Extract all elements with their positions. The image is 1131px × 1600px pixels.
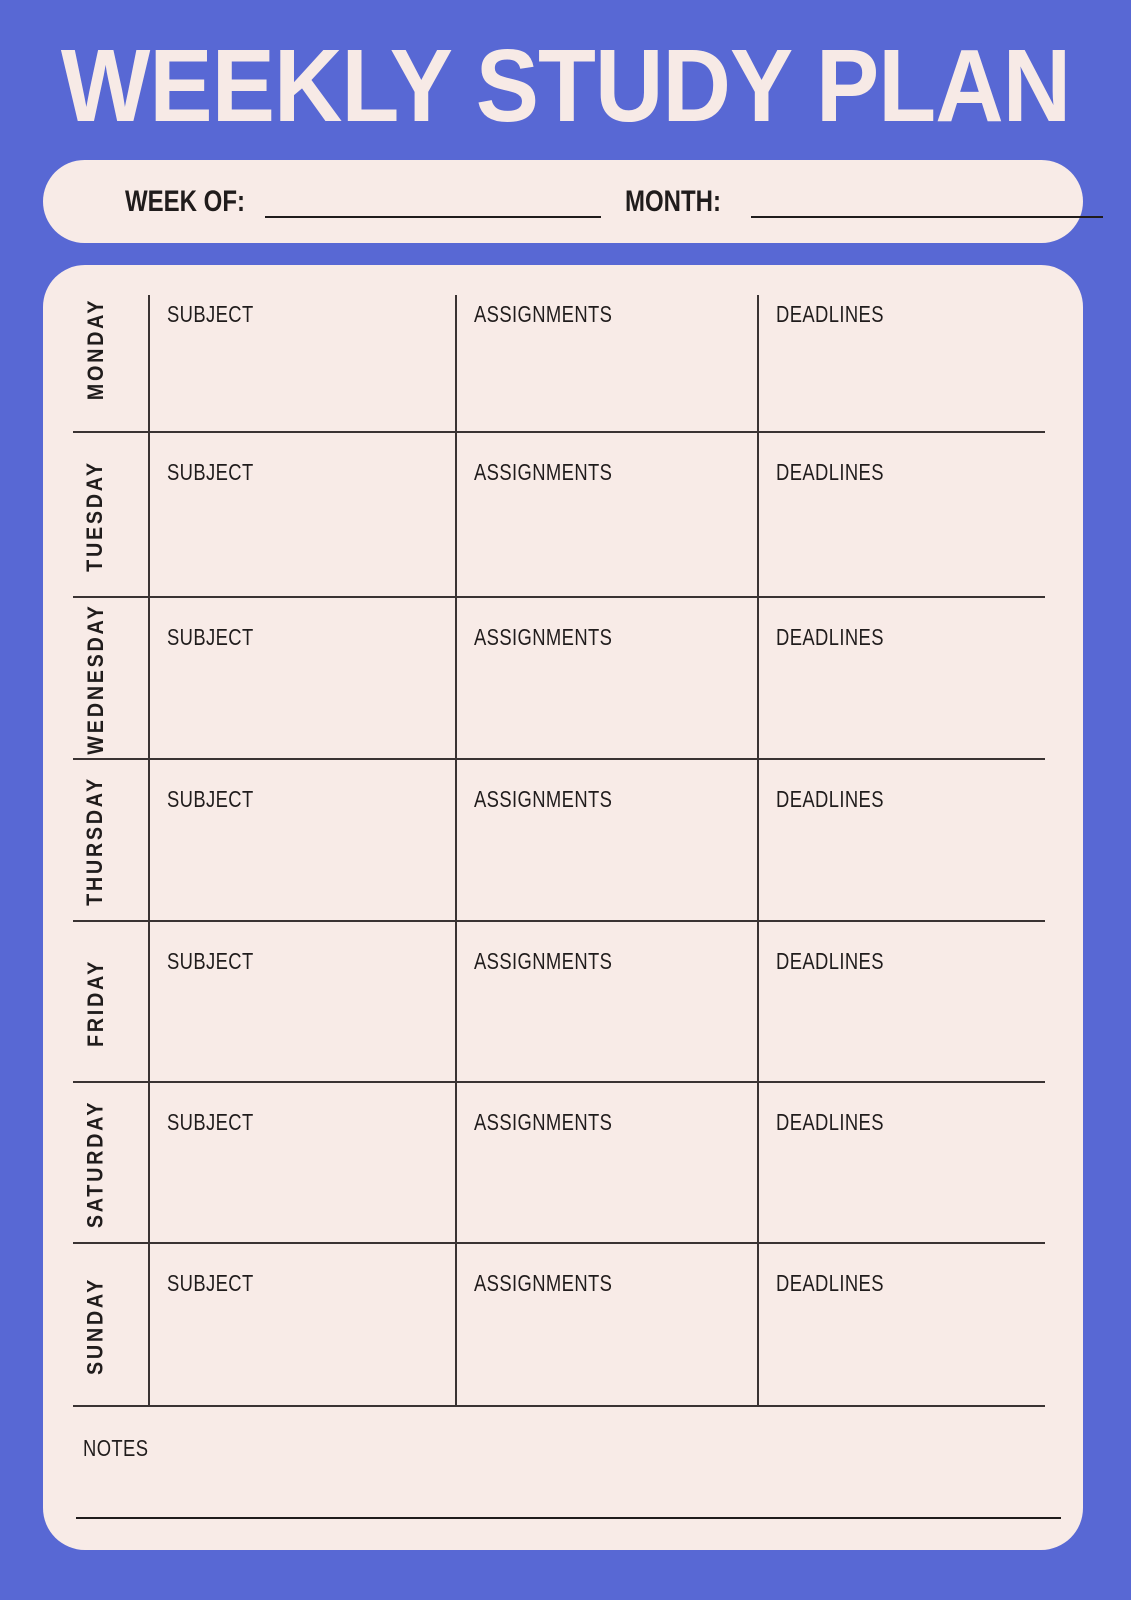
assignments-cell[interactable] <box>457 265 755 431</box>
notes-label: NOTES <box>83 1435 149 1461</box>
row-tuesday <box>43 433 1083 598</box>
day-label-sunday: SUNDAY <box>82 1276 108 1375</box>
page-title: WEEKLY STUDY PLAN <box>60 28 1071 143</box>
assignments-cell[interactable] <box>457 760 755 920</box>
day-label-friday: FRIDAY <box>82 958 108 1047</box>
row-monday <box>43 265 1083 433</box>
deadlines-header: DEADLINES <box>776 459 884 485</box>
subject-cell[interactable] <box>150 265 453 431</box>
deadlines-header: DEADLINES <box>776 1109 884 1135</box>
deadlines-header: DEADLINES <box>776 1270 884 1296</box>
assignments-cell[interactable] <box>457 1083 755 1242</box>
deadlines-cell[interactable] <box>759 760 1081 920</box>
assignments-header: ASSIGNMENTS <box>474 948 613 974</box>
study-plan-table <box>43 265 1083 1550</box>
subject-cell[interactable] <box>150 1083 453 1242</box>
assignments-header: ASSIGNMENTS <box>474 786 613 812</box>
subject-header: SUBJECT <box>167 459 254 485</box>
row-wednesday <box>43 598 1083 760</box>
row-sunday <box>43 1244 1083 1407</box>
deadlines-header: DEADLINES <box>776 786 884 812</box>
subject-header: SUBJECT <box>167 301 254 327</box>
month-field[interactable] <box>751 216 1103 218</box>
day-label-wednesday: WEDNESDAY <box>82 603 108 755</box>
assignments-header: ASSIGNMENTS <box>474 459 613 485</box>
subject-cell[interactable] <box>150 760 453 920</box>
assignments-cell[interactable] <box>457 922 755 1081</box>
deadlines-cell[interactable] <box>759 1083 1081 1242</box>
subject-header: SUBJECT <box>167 1270 254 1296</box>
row-friday <box>43 922 1083 1083</box>
deadlines-cell[interactable] <box>759 922 1081 1081</box>
subject-cell[interactable] <box>150 598 453 758</box>
day-label-tuesday: TUESDAY <box>82 459 108 572</box>
deadlines-header: DEADLINES <box>776 624 884 650</box>
subject-header: SUBJECT <box>167 1109 254 1135</box>
deadlines-cell[interactable] <box>759 598 1081 758</box>
week-month-box <box>43 160 1083 243</box>
assignments-cell[interactable] <box>457 433 755 596</box>
deadlines-cell[interactable] <box>759 265 1081 431</box>
subject-header: SUBJECT <box>167 624 254 650</box>
row-thursday <box>43 760 1083 922</box>
assignments-header: ASSIGNMENTS <box>474 1109 613 1135</box>
subject-cell[interactable] <box>150 922 453 1081</box>
subject-cell[interactable] <box>150 1244 453 1405</box>
assignments-cell[interactable] <box>457 598 755 758</box>
notes-field[interactable] <box>76 1517 1061 1519</box>
deadlines-cell[interactable] <box>759 1244 1081 1405</box>
assignments-cell[interactable] <box>457 1244 755 1405</box>
day-label-saturday: SATURDAY <box>82 1099 108 1228</box>
subject-cell[interactable] <box>150 433 453 596</box>
row-saturday <box>43 1083 1083 1244</box>
deadlines-header: DEADLINES <box>776 301 884 327</box>
assignments-header: ASSIGNMENTS <box>474 301 613 327</box>
assignments-header: ASSIGNMENTS <box>474 624 613 650</box>
day-label-thursday: THURSDAY <box>82 776 108 906</box>
assignments-header: ASSIGNMENTS <box>474 1270 613 1296</box>
deadlines-cell[interactable] <box>759 433 1081 596</box>
month-label: MONTH: <box>625 185 721 218</box>
subject-header: SUBJECT <box>167 786 254 812</box>
week-of-field[interactable] <box>265 216 601 218</box>
day-label-monday: MONDAY <box>82 297 108 401</box>
row-divider <box>73 1405 1045 1407</box>
subject-header: SUBJECT <box>167 948 254 974</box>
week-of-label: WEEK OF: <box>125 185 245 218</box>
deadlines-header: DEADLINES <box>776 948 884 974</box>
